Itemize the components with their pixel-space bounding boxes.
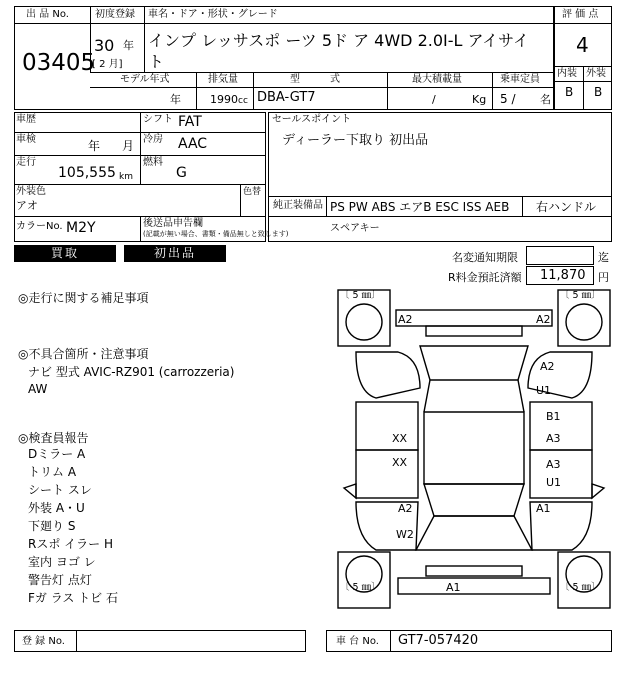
inspector-line: Rスポ イラー H (28, 537, 113, 551)
defect-line: AW (28, 382, 48, 396)
recycle-value: 11,870 (540, 268, 586, 283)
car-name-line2: ト (148, 52, 165, 71)
doc-label: 後送品申告欄 (143, 218, 203, 229)
displacement-value: 1990 (210, 93, 238, 106)
history-label: 車歴 (16, 114, 36, 125)
damage-mark: U1 (536, 384, 552, 397)
displacement-unit: cc (238, 96, 248, 106)
inspector-line: Fガ ラス トビ 石 (28, 591, 118, 605)
damage-mark: XX (392, 432, 408, 445)
inspector-line: 外装 A・U (28, 501, 85, 515)
front-bumper (398, 578, 550, 594)
first-listing-badge: 初出品 (124, 245, 226, 262)
damage-mark: XX (392, 456, 408, 469)
defect-notes-heading: ◎不具合箇所・注意事項 (18, 347, 149, 361)
hood (416, 516, 532, 550)
rear-gate (426, 326, 522, 336)
rear-glass-edge (424, 380, 524, 412)
car-condition-diagram (336, 288, 612, 612)
interior-grade: B (565, 85, 574, 99)
color-no-value: M2Y (66, 220, 96, 236)
type-value: DBA-GT7 (257, 90, 316, 105)
tire-bracket-bottom-right (558, 552, 610, 608)
damage-mark: B1 (546, 410, 561, 423)
color-no-label: カラーNo. (16, 221, 63, 232)
damage-mark: W2 (396, 528, 414, 541)
car-name-label: 車名・ドア・形状・グレード (148, 9, 278, 20)
damage-mark: A2 (536, 313, 551, 326)
shift-label: シフト (143, 114, 173, 125)
max-load-value: / (432, 93, 436, 106)
driving-notes-heading: ◎走行に関する補足事項 (18, 291, 149, 305)
wheel-top-left (346, 304, 382, 340)
shift-value: FAT (178, 114, 202, 130)
mileage-value: 105,555 (58, 165, 116, 181)
reg-no-label: 登 録 No. (22, 636, 65, 647)
rear-bumper (396, 310, 552, 326)
inspection-month: 月 (122, 139, 135, 153)
left-mirror (344, 484, 356, 498)
inspector-line: 警告灯 点灯 (28, 573, 92, 587)
damage-mark: A1 (536, 502, 551, 515)
model-year-unit: 年 (170, 93, 181, 106)
first-reg-label: 初度登録 (95, 9, 135, 20)
inspection-year: 年 (88, 139, 101, 153)
score-value: 4 (576, 33, 589, 57)
ext-color-label: 外装色 (16, 186, 46, 197)
damage-mark: A3 (546, 432, 561, 445)
sales-point-label: セールスポイント (272, 114, 352, 125)
chassis-no-value: GT7-057420 (398, 633, 479, 648)
damage-mark: A1 (446, 581, 461, 594)
max-load-unit: Kg (472, 93, 487, 106)
recycle-label: R料金預託済額 (448, 271, 522, 284)
inspector-line: 下廻り S (28, 519, 76, 533)
wheel-top-right (566, 304, 602, 340)
right-rear-door (530, 402, 592, 450)
ext-color-value: アオ (16, 199, 38, 212)
damage-mark: U1 (546, 476, 562, 489)
fuel-value: G (176, 165, 187, 181)
front-grille (426, 566, 522, 576)
windshield (424, 484, 524, 516)
left-rear-door (356, 402, 418, 450)
displacement-label: 排気量 (208, 74, 238, 85)
repaint-label: 色替 (243, 187, 262, 197)
interior-label: 内装 (557, 68, 577, 79)
fuel-label: 燃料 (143, 157, 163, 168)
capacity-unit: 名 (540, 93, 551, 106)
recycle-unit: 円 (598, 271, 609, 284)
type-label: 型 式 (290, 74, 340, 85)
tire-depth-tl: 〔 5 ㎜〕 (340, 290, 381, 301)
chassis-no-label: 車 台 No. (336, 636, 379, 647)
tire-depth-br: 〔 5 ㎜〕 (560, 582, 601, 593)
tire-bracket-bottom-left (338, 552, 390, 608)
spare-key: スペアキー (330, 223, 380, 234)
inspection-label: 車検 (16, 134, 36, 145)
car-name-line1: インプ レッサスポ ーツ 5ド ア 4WD 2.0I-L アイサイ (148, 31, 529, 50)
damage-mark: A2 (398, 502, 413, 515)
right-mirror (592, 484, 604, 498)
first-reg-month: [ 2 月] (92, 59, 123, 70)
buy-badge: 買取 (14, 245, 116, 262)
exterior-label: 外装 (586, 68, 606, 79)
inspector-line: シート スレ (28, 483, 92, 497)
defect-line: ナビ 型式 AVIC-RZ901 (carrozzeria) (28, 365, 235, 379)
max-load-label: 最大積載量 (412, 74, 462, 85)
exterior-grade: B (594, 85, 603, 99)
first-reg-year: 30 (94, 36, 115, 55)
sales-point-value: ディーラー下取り 初出品 (282, 133, 429, 148)
lot-label: 出 品 No. (26, 9, 69, 20)
score-label: 評 価 点 (562, 9, 599, 20)
inspector-line: トリム A (28, 465, 77, 479)
ac-value: AAC (178, 136, 208, 152)
left-front-door (356, 450, 418, 498)
damage-mark: A2 (398, 313, 413, 326)
rear-window (420, 346, 528, 380)
first-reg-year-unit: 年 (123, 39, 134, 52)
inspector-line: Dミラー A (28, 447, 86, 461)
left-rear-quarter (356, 352, 420, 398)
name-change-label: 名変通知期限 (452, 251, 518, 264)
ac-label: 冷房 (143, 134, 163, 145)
mileage-unit: km (119, 172, 133, 182)
inspector-report-heading: ◎検査員報告 (18, 431, 89, 445)
right-front-door (530, 450, 592, 498)
equipment-label: 純正装備品 (273, 200, 323, 211)
equipment-value: PS PW ABS エアB ESC ISS AEB (330, 200, 510, 214)
model-year-label: モデル年式 (120, 74, 170, 85)
handle-value: 右ハンドル (536, 200, 597, 214)
mileage-label: 走行 (16, 157, 36, 168)
lot-number: 03405 (22, 50, 96, 76)
capacity-label: 乗車定員 (500, 74, 540, 85)
tire-depth-bl: 〔 5 ㎜〕 (340, 582, 381, 593)
capacity-value: 5 / (500, 92, 516, 106)
tire-depth-tr: 〔 5 ㎜〕 (560, 290, 601, 301)
roof (424, 412, 524, 484)
inspector-line: 室内 ヨゴ レ (28, 555, 96, 569)
damage-mark: A2 (540, 360, 555, 373)
name-change-unit: 迄 (598, 251, 609, 264)
damage-mark: A3 (546, 458, 561, 471)
name-change-box (526, 246, 594, 265)
doc-note: (記載が無い場合、書類・備品無しと致します) (143, 230, 289, 238)
